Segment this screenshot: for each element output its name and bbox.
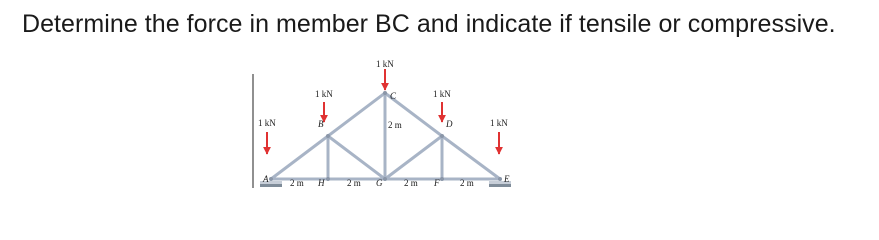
dimension-label-GF: 2 m [404,178,418,188]
load-arrows [267,69,499,154]
joint-D [440,134,444,138]
dimension-label-CG: 2 m [388,120,402,130]
load-label-E: 1 kN [490,118,508,128]
joint-G [383,177,387,181]
truss-members [271,93,500,179]
node-label-F: F [434,178,440,188]
truss-diagram [252,56,518,188]
member-BC [328,93,385,136]
dimension-label-AH: 2 m [290,178,304,188]
joint-F [440,177,444,181]
member-BG [328,136,385,179]
load-label-B: 1 kN [315,89,333,99]
load-label-C: 1 kN [376,59,394,69]
node-label-C: C [390,91,397,101]
node-label-D: D [446,119,453,129]
dimension-label-FE: 2 m [460,178,474,188]
load-label-A: 1 kN [258,118,276,128]
member-DE [442,136,500,179]
joint-H [326,177,330,181]
joint-B [326,134,330,138]
member-AB [271,136,328,179]
member-DG [385,136,442,179]
joint-E [498,177,502,181]
dimension-label-HG: 2 m [347,178,361,188]
joint-A [269,177,273,181]
node-label-H: H [318,178,325,188]
node-label-B: B [318,119,324,129]
joint-C [383,91,387,95]
load-label-D: 1 kN [433,89,451,99]
node-label-G: G [376,178,383,188]
node-label-E: E [504,174,510,184]
question-text: Determine the force in member BC and indicate if tensile or compressive. [22,10,836,38]
node-label-A: A [263,174,269,184]
truss-figure [252,56,518,188]
